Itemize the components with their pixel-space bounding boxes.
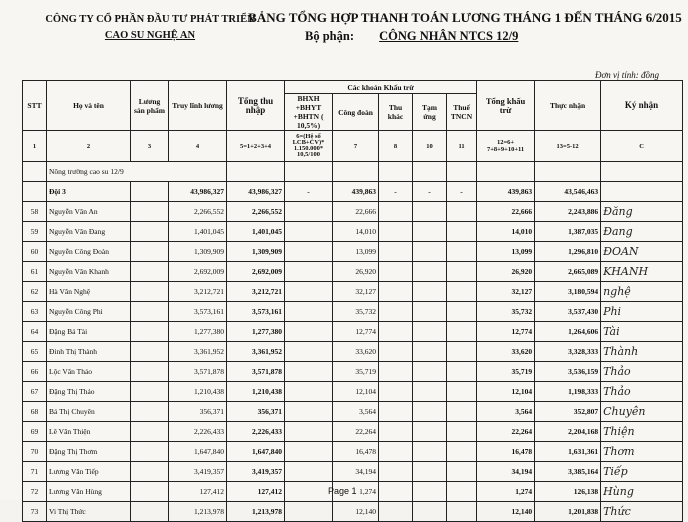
row-cong-doan: 34,194 xyxy=(333,462,379,482)
row-tong-khau-tru: 35,719 xyxy=(477,362,535,382)
row-truy-linh: 3,419,357 xyxy=(169,462,227,482)
row-thuc-nhan: 3,537,430 xyxy=(535,302,601,322)
row-thu-khac xyxy=(379,502,413,522)
row-signature: Tài xyxy=(601,322,683,342)
header-stt: STT xyxy=(23,81,47,131)
company-name-line1: CÔNG TY CỔ PHẦN ĐẦU TƯ PHÁT TRIỂN xyxy=(45,14,255,25)
row-thue xyxy=(447,382,477,402)
row-thue xyxy=(447,362,477,382)
row-stt: 58 xyxy=(23,202,47,222)
row-luong-sp xyxy=(131,402,169,422)
row-thu-khac xyxy=(379,222,413,242)
company-name-line2: CAO SU NGHỆ AN xyxy=(104,30,196,41)
row-name: Bá Thị Chuyên xyxy=(47,402,131,422)
row-name: Lộc Văn Thảo xyxy=(47,362,131,382)
row-signature: Thiện xyxy=(601,422,683,442)
row-tam-ung xyxy=(413,362,447,382)
subtotal-tong-khau-tru: 439,863 xyxy=(477,182,535,202)
row-luong-sp xyxy=(131,362,169,382)
row-cong-doan: 22,666 xyxy=(333,202,379,222)
table-row xyxy=(23,342,683,362)
table-row xyxy=(23,402,683,422)
row-tong-thu-nhap: 2,226,433 xyxy=(227,422,285,442)
row-thue xyxy=(447,202,477,222)
row-name: Vi Thị Thức xyxy=(47,502,131,522)
row-stt: 69 xyxy=(23,422,47,442)
row-stt: 68 xyxy=(23,402,47,422)
row-bhxh xyxy=(285,242,333,262)
row-luong-sp xyxy=(131,422,169,442)
row-tong-thu-nhap: 2,692,009 xyxy=(227,262,285,282)
row-tong-thu-nhap: 3,419,357 xyxy=(227,462,285,482)
index-tong-khau-tru: 12=6+ 7+8+9+10+11 xyxy=(477,131,535,162)
row-luong-sp xyxy=(131,242,169,262)
row-luong-sp xyxy=(131,342,169,362)
row-thu-khac xyxy=(379,202,413,222)
row-tam-ung xyxy=(413,242,447,262)
row-bhxh xyxy=(285,502,333,522)
row-name: Nguyễn Văn Đang xyxy=(47,222,131,242)
row-stt: 63 xyxy=(23,302,47,322)
subtotal-bhxh: - xyxy=(285,182,333,202)
row-tong-thu-nhap: 1,210,438 xyxy=(227,382,285,402)
row-name: Nguyễn Văn An xyxy=(47,202,131,222)
row-thu-khac xyxy=(379,382,413,402)
row-tong-thu-nhap: 3,571,878 xyxy=(227,362,285,382)
row-thue xyxy=(447,482,477,502)
header-truy-linh: Truy lĩnh lương xyxy=(169,81,227,131)
row-thuc-nhan: 3,385,164 xyxy=(535,462,601,482)
header-thu-khac: Thu khác xyxy=(379,94,413,131)
header-tong-khau-tru: Tổng khấu trừ xyxy=(477,81,535,131)
row-cong-doan: 32,127 xyxy=(333,282,379,302)
row-thuc-nhan: 352,807 xyxy=(535,402,601,422)
row-thuc-nhan: 1,198,333 xyxy=(535,382,601,402)
row-truy-linh: 1,401,045 xyxy=(169,222,227,242)
row-bhxh xyxy=(285,482,333,502)
row-name: Lương Văn Hùng xyxy=(47,482,131,502)
company-header xyxy=(45,12,255,44)
subtotal-thu-khac: - xyxy=(379,182,413,202)
row-truy-linh: 3,573,161 xyxy=(169,302,227,322)
row-signature: Thơm xyxy=(601,442,683,462)
subtotal-tam-ung: - xyxy=(413,182,447,202)
row-thue xyxy=(447,442,477,462)
row-cong-doan: 26,920 xyxy=(333,262,379,282)
row-stt: 72 xyxy=(23,482,47,502)
row-thu-khac xyxy=(379,282,413,302)
row-tong-khau-tru: 1,274 xyxy=(477,482,535,502)
row-thue xyxy=(447,342,477,362)
row-name: Nguyễn Công Phi xyxy=(47,302,131,322)
header-luong-sp: Lương sản phẩm xyxy=(131,81,169,131)
row-signature: Phi xyxy=(601,302,683,322)
index-tam-ung: 10 xyxy=(413,131,447,162)
row-tong-khau-tru: 22,264 xyxy=(477,422,535,442)
row-thu-khac xyxy=(379,482,413,502)
table-row xyxy=(23,322,683,342)
row-stt: 67 xyxy=(23,382,47,402)
row-signature: Thức xyxy=(601,502,683,522)
index-cong-doan: 7 xyxy=(333,131,379,162)
index-luong-sp: 3 xyxy=(131,131,169,162)
row-cong-doan: 3,564 xyxy=(333,402,379,422)
table-row xyxy=(23,442,683,462)
row-stt: 66 xyxy=(23,362,47,382)
row-tam-ung xyxy=(413,202,447,222)
row-tong-khau-tru: 33,620 xyxy=(477,342,535,362)
row-tam-ung xyxy=(413,342,447,362)
row-thue xyxy=(447,302,477,322)
row-tong-thu-nhap: 1,647,840 xyxy=(227,442,285,462)
row-truy-linh: 356,371 xyxy=(169,402,227,422)
row-bhxh xyxy=(285,262,333,282)
row-signature: Đang xyxy=(601,222,683,242)
row-tong-thu-nhap: 356,371 xyxy=(227,402,285,422)
index-ky-nhan: C xyxy=(601,131,683,162)
row-tong-thu-nhap: 1,277,380 xyxy=(227,322,285,342)
table-row xyxy=(23,362,683,382)
row-tong-khau-tru: 12,774 xyxy=(477,322,535,342)
row-tong-khau-tru: 16,478 xyxy=(477,442,535,462)
row-stt: 65 xyxy=(23,342,47,362)
row-luong-sp xyxy=(131,482,169,502)
row-stt: 59 xyxy=(23,222,47,242)
row-signature: Tiếp xyxy=(601,462,683,482)
row-thuc-nhan: 3,180,594 xyxy=(535,282,601,302)
row-thuc-nhan: 1,631,361 xyxy=(535,442,601,462)
row-thu-khac xyxy=(379,302,413,322)
row-bhxh xyxy=(285,222,333,242)
payroll-table xyxy=(22,80,683,522)
row-signature: Chuyên xyxy=(601,402,683,422)
row-cong-doan: 35,732 xyxy=(333,302,379,322)
row-cong-doan: 1,274 xyxy=(333,482,379,502)
row-stt: 71 xyxy=(23,462,47,482)
row-truy-linh: 1,309,909 xyxy=(169,242,227,262)
row-luong-sp xyxy=(131,282,169,302)
header-thue: Thuế TNCN xyxy=(447,94,477,131)
row-name: Lê Văn Thiện xyxy=(47,422,131,442)
row-thu-khac xyxy=(379,342,413,362)
row-thuc-nhan: 2,665,089 xyxy=(535,262,601,282)
row-cong-doan: 12,104 xyxy=(333,382,379,402)
row-luong-sp xyxy=(131,502,169,522)
table-row xyxy=(23,262,683,282)
row-tam-ung xyxy=(413,402,447,422)
row-thue xyxy=(447,322,477,342)
row-cong-doan: 13,099 xyxy=(333,242,379,262)
index-truy-linh: 4 xyxy=(169,131,227,162)
table-row xyxy=(23,242,683,262)
row-signature: ĐOAN xyxy=(601,242,683,262)
row-tong-khau-tru: 32,127 xyxy=(477,282,535,302)
row-luong-sp xyxy=(131,442,169,462)
row-signature: Hùng xyxy=(601,482,683,502)
row-bhxh xyxy=(285,202,333,222)
department-label: Bộ phận: xyxy=(305,29,354,43)
row-tam-ung xyxy=(413,222,447,242)
row-tong-khau-tru: 12,140 xyxy=(477,502,535,522)
row-truy-linh: 1,647,840 xyxy=(169,442,227,462)
row-tong-thu-nhap: 1,309,909 xyxy=(227,242,285,262)
subtotal-label: Đội 3 xyxy=(47,182,131,202)
row-bhxh xyxy=(285,282,333,302)
row-truy-linh: 1,277,380 xyxy=(169,322,227,342)
row-tam-ung xyxy=(413,442,447,462)
row-signature: Thảo xyxy=(601,362,683,382)
row-thue xyxy=(447,242,477,262)
row-luong-sp xyxy=(131,202,169,222)
row-thue xyxy=(447,402,477,422)
row-signature: nghệ xyxy=(601,282,683,302)
row-luong-sp xyxy=(131,382,169,402)
row-thu-khac xyxy=(379,262,413,282)
row-signature: Đăng xyxy=(601,202,683,222)
row-tam-ung xyxy=(413,282,447,302)
row-truy-linh: 2,226,433 xyxy=(169,422,227,442)
row-truy-linh: 1,213,978 xyxy=(169,502,227,522)
index-thue: 11 xyxy=(447,131,477,162)
row-thue xyxy=(447,222,477,242)
row-signature: KHANH xyxy=(601,262,683,282)
row-stt: 60 xyxy=(23,242,47,262)
row-tong-thu-nhap: 2,266,552 xyxy=(227,202,285,222)
row-luong-sp xyxy=(131,222,169,242)
index-thu-khac: 8 xyxy=(379,131,413,162)
row-signature: Thảo xyxy=(601,382,683,402)
row-tong-khau-tru: 26,920 xyxy=(477,262,535,282)
row-thuc-nhan: 1,264,606 xyxy=(535,322,601,342)
page-number: Page 1 xyxy=(328,486,357,496)
row-thuc-nhan: 1,387,035 xyxy=(535,222,601,242)
row-luong-sp xyxy=(131,322,169,342)
row-thuc-nhan: 1,296,810 xyxy=(535,242,601,262)
table-row xyxy=(23,282,683,302)
row-stt: 70 xyxy=(23,442,47,462)
index-thuc-nhan: 13=5-12 xyxy=(535,131,601,162)
row-tam-ung xyxy=(413,422,447,442)
row-thuc-nhan: 2,204,168 xyxy=(535,422,601,442)
row-truy-linh: 3,571,878 xyxy=(169,362,227,382)
row-bhxh xyxy=(285,322,333,342)
row-luong-sp xyxy=(131,302,169,322)
row-tong-khau-tru: 14,010 xyxy=(477,222,535,242)
index-stt: 1 xyxy=(23,131,47,162)
header-tam-ung: Tạm ứng xyxy=(413,94,447,131)
row-thu-khac xyxy=(379,322,413,342)
row-cong-doan: 22,264 xyxy=(333,422,379,442)
row-tong-thu-nhap: 1,401,045 xyxy=(227,222,285,242)
table-row xyxy=(23,302,683,322)
row-bhxh xyxy=(285,362,333,382)
row-tong-thu-nhap: 1,213,978 xyxy=(227,502,285,522)
row-tong-thu-nhap: 3,573,161 xyxy=(227,302,285,322)
row-truy-linh: 3,361,952 xyxy=(169,342,227,362)
row-name: Đặng Thị Thảo xyxy=(47,382,131,402)
department-value: CÔNG NHÂN NTCS 12/9 xyxy=(379,29,519,43)
table-row xyxy=(23,222,683,242)
row-cong-doan: 14,010 xyxy=(333,222,379,242)
row-stt: 64 xyxy=(23,322,47,342)
row-thu-khac xyxy=(379,362,413,382)
unit-note: Đơn vị tính: đồng xyxy=(595,70,660,80)
header-cong-doan: Công đoàn xyxy=(333,94,379,131)
row-truy-linh: 2,692,009 xyxy=(169,262,227,282)
row-bhxh xyxy=(285,462,333,482)
row-bhxh xyxy=(285,382,333,402)
row-truy-linh: 3,212,721 xyxy=(169,282,227,302)
row-bhxh xyxy=(285,342,333,362)
header-khau-tru-group: Các khoản Khấu trừ xyxy=(285,81,477,94)
row-thuc-nhan: 3,328,333 xyxy=(535,342,601,362)
row-thue xyxy=(447,262,477,282)
row-name: Đặng Bá Tài xyxy=(47,322,131,342)
header-bhxh: BHXH +BHYT +BHTN ( 10,5%) xyxy=(285,94,333,131)
row-tong-khau-tru: 22,666 xyxy=(477,202,535,222)
row-tam-ung xyxy=(413,482,447,502)
header-name: Họ và tên xyxy=(47,81,131,131)
row-tong-khau-tru: 34,194 xyxy=(477,462,535,482)
row-cong-doan: 33,620 xyxy=(333,342,379,362)
row-name: Đặng Thị Thơm xyxy=(47,442,131,462)
table-row xyxy=(23,202,683,222)
row-tam-ung xyxy=(413,502,447,522)
document-title: BẢNG TỔNG HỢP THANH TOÁN LƯƠNG THÁNG 1 ĐẾN THÁNG 6/2015 xyxy=(248,10,682,25)
row-cong-doan: 12,140 xyxy=(333,502,379,522)
row-bhxh xyxy=(285,402,333,422)
row-thue xyxy=(447,282,477,302)
row-thuc-nhan: 2,243,886 xyxy=(535,202,601,222)
index-tong-thu-nhap: 5=1+2+3+4 xyxy=(227,131,285,162)
row-bhxh xyxy=(285,302,333,322)
row-truy-linh: 1,210,438 xyxy=(169,382,227,402)
row-name: Nguyễn Văn Khanh xyxy=(47,262,131,282)
subtotal-tong-thu-nhap: 43,986,327 xyxy=(227,182,285,202)
row-thu-khac xyxy=(379,422,413,442)
header-tong-thu-nhap: Tổng thu nhập xyxy=(227,81,285,131)
row-tam-ung xyxy=(413,262,447,282)
row-cong-doan: 35,719 xyxy=(333,362,379,382)
row-signature: Thành xyxy=(601,342,683,362)
department-line xyxy=(305,29,518,44)
table-row xyxy=(23,382,683,402)
row-thuc-nhan: 126,138 xyxy=(535,482,601,502)
row-thuc-nhan: 1,201,838 xyxy=(535,502,601,522)
row-tong-khau-tru: 13,099 xyxy=(477,242,535,262)
subtotal-thuc-nhan: 43,546,463 xyxy=(535,182,601,202)
row-tam-ung xyxy=(413,382,447,402)
row-tong-thu-nhap: 3,212,721 xyxy=(227,282,285,302)
row-thue xyxy=(447,422,477,442)
row-name: Nguyễn Công Đoàn xyxy=(47,242,131,262)
row-tam-ung xyxy=(413,462,447,482)
header-ky-nhan: Ký nhận xyxy=(601,81,683,131)
row-thu-khac xyxy=(379,402,413,422)
row-thu-khac xyxy=(379,242,413,262)
row-stt: 61 xyxy=(23,262,47,282)
row-name: Lương Văn Tiếp xyxy=(47,462,131,482)
row-stt: 62 xyxy=(23,282,47,302)
row-thue xyxy=(447,462,477,482)
row-luong-sp xyxy=(131,462,169,482)
row-tong-khau-tru: 3,564 xyxy=(477,402,535,422)
row-tam-ung xyxy=(413,322,447,342)
row-cong-doan: 12,774 xyxy=(333,322,379,342)
row-bhxh xyxy=(285,442,333,462)
table-row xyxy=(23,462,683,482)
row-tong-thu-nhap: 3,361,952 xyxy=(227,342,285,362)
table-row xyxy=(23,502,683,522)
row-cong-doan: 16,478 xyxy=(333,442,379,462)
table-row xyxy=(23,422,683,442)
group-row xyxy=(23,162,683,182)
subtotal-row xyxy=(23,182,683,202)
row-stt: 73 xyxy=(23,502,47,522)
row-tong-khau-tru: 35,732 xyxy=(477,302,535,322)
row-thu-khac xyxy=(379,442,413,462)
row-thuc-nhan: 3,536,159 xyxy=(535,362,601,382)
row-truy-linh: 2,266,552 xyxy=(169,202,227,222)
row-tong-khau-tru: 12,104 xyxy=(477,382,535,402)
subtotal-thue: - xyxy=(447,182,477,202)
header-thuc-nhan: Thực nhận xyxy=(535,81,601,131)
row-name: Đinh Thị Thành xyxy=(47,342,131,362)
row-tong-thu-nhap: 127,412 xyxy=(227,482,285,502)
row-bhxh xyxy=(285,422,333,442)
row-thue xyxy=(447,502,477,522)
row-thu-khac xyxy=(379,462,413,482)
index-bhxh: 6=(Hệ số LCB+CV)* 1.150.000* 10,5/100 xyxy=(285,131,333,162)
row-name: Hà Văn Nghệ xyxy=(47,282,131,302)
row-tam-ung xyxy=(413,302,447,322)
row-luong-sp xyxy=(131,262,169,282)
row-truy-linh: 127,412 xyxy=(169,482,227,502)
subtotal-cong-doan: 439,863 xyxy=(333,182,379,202)
index-name: 2 xyxy=(47,131,131,162)
group-label: Nông trường cao su 12/9 xyxy=(47,162,227,182)
subtotal-truy-linh: 43,986,327 xyxy=(169,182,227,202)
